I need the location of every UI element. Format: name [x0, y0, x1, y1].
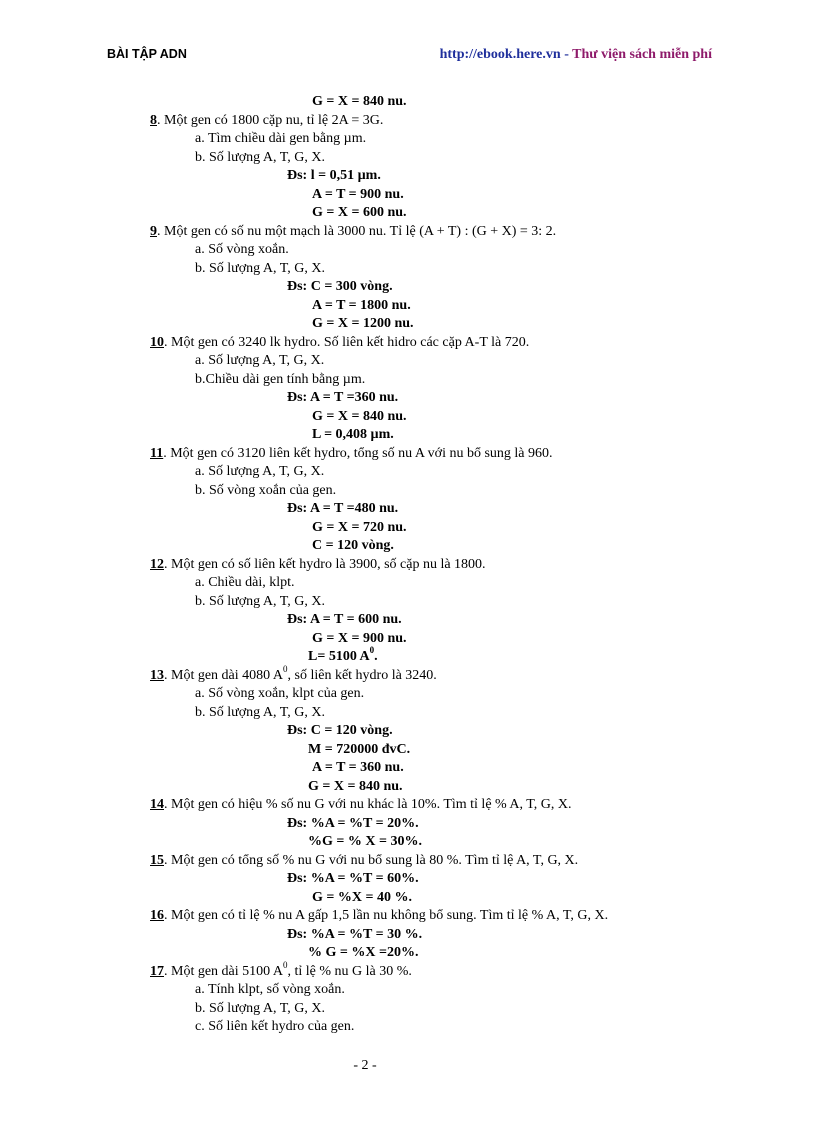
question-number: 9 [150, 223, 157, 239]
question-number: 17 [150, 963, 164, 979]
answer-line: %G = % X = 30%. [308, 834, 422, 849]
answer-line: Đs: C = 120 vòng. [287, 723, 393, 738]
answer-line: G = X = 840 nu. [308, 778, 403, 794]
header-url-link[interactable]: http://ebook.here.vn [439, 47, 561, 62]
answer-line: Đs: A = T = 600 nu. [287, 612, 402, 627]
question-text: . Một gen dài 4080 A [164, 667, 283, 683]
answer-line: Đs: l = 0,51 µm. [287, 168, 381, 183]
question-number: 8 [150, 112, 157, 128]
question-number: 10 [150, 334, 164, 350]
answer-line: Đs: %A = %T = 30 %. [287, 926, 423, 942]
question-text: . Một gen dài 5100 A [164, 963, 283, 979]
question-text: . Một gen có 1800 cặp nu, tỉ lệ 2A = 3G. [157, 112, 384, 128]
question-13-part-a: a. Số vòng xoắn, klpt của gen. [195, 686, 365, 701]
question-text: . Một gen có hiệu % số nu G với nu khác là 10%. Tìm tỉ lệ % A, T, G, X. [164, 797, 572, 812]
question-number: 13 [150, 667, 164, 683]
question-9-part-b: b. Số lượng A, T, G, X. [195, 260, 325, 276]
question-11-part-a: a. Số lượng A, T, G, X. [195, 464, 325, 479]
question-16 [150, 907, 608, 925]
question-9 [150, 223, 556, 241]
question-number: 16 [150, 908, 164, 923]
question-text: , tỉ lệ % nu G là 30 %. [287, 963, 412, 979]
answer-line: A = T = 360 nu. [312, 760, 404, 775]
answer-line: % G = %X =20%. [308, 945, 419, 960]
question-11-part-b: b. Số vòng xoắn của gen. [195, 482, 337, 498]
superscript: 0 [283, 959, 288, 970]
answer-line: Đs: %A = %T = 20%. [287, 815, 419, 831]
question-9-part-a: a. Số vòng xoắn. [195, 242, 289, 257]
question-13 [150, 663, 437, 685]
answer-line: L = 0,408 µm. [312, 427, 394, 442]
answer-line: G = X = 720 nu. [312, 519, 407, 535]
question-10 [150, 334, 529, 352]
question-10-part-a: a. Số lượng A, T, G, X. [195, 353, 325, 368]
question-text: . Một gen có 3240 lk hydro. Số liên kết hidro các cặp A-T là 720. [164, 334, 530, 350]
answer-line: Đs: A = T =360 nu. [287, 390, 399, 405]
question-15 [150, 852, 578, 870]
answer-line: A = T = 900 nu. [312, 186, 404, 202]
question-text: . Một gen có số nu một mạch là 3000 nu. Tỉ lệ (A + T) : (G + X) = 3: 2. [157, 223, 557, 239]
question-17-part-a: a. Tính klpt, số vòng xoắn. [195, 982, 345, 997]
question-17 [150, 959, 412, 981]
answer-line: G = %X = 40 %. [312, 889, 412, 905]
answer-line: M = 720000 đvC. [308, 741, 411, 757]
answer-text: . [374, 649, 378, 664]
question-number: 14 [150, 797, 164, 812]
answer-line [308, 645, 378, 666]
superscript: 0 [283, 663, 288, 674]
header-source [440, 47, 712, 63]
answer-line: G = X = 840 nu. [312, 94, 407, 109]
header-library-name: Thư viện sách miễn phí [572, 47, 712, 62]
answer-text: L= 5100 A [308, 649, 370, 664]
question-text: . Một gen có tỉ lệ % nu A gấp 1,5 lần nu không bổ sung. Tìm tỉ lệ % A, T, G, X. [164, 908, 609, 923]
superscript: 0 [369, 645, 375, 656]
question-14 [150, 796, 572, 814]
question-12-part-a: a. Chiều dài, klpt. [195, 575, 295, 590]
question-number: 15 [150, 852, 164, 868]
question-17-part-c: c. Số liên kết hydro của gen. [195, 1019, 355, 1034]
question-10-part-b: b.Chiều dài gen tính bằng µm. [195, 371, 366, 387]
answer-line: G = X = 900 nu. [312, 630, 407, 646]
answer-line: G = X = 600 nu. [312, 205, 407, 220]
question-12 [150, 556, 486, 574]
answer-line: Đs: A = T =480 nu. [287, 501, 399, 516]
question-17-part-b: b. Số lượng A, T, G, X. [195, 1000, 325, 1016]
question-8-part-b: b. Số lượng A, T, G, X. [195, 149, 325, 165]
header-separator: - [560, 47, 573, 62]
answer-line: G = X = 1200 nu. [312, 316, 414, 331]
question-text: . Một gen có số liên kết hydro là 3900, số cặp nu là 1800. [164, 556, 486, 572]
question-8 [150, 112, 383, 130]
answer-line: G = X = 840 nu. [312, 408, 407, 424]
question-11 [150, 445, 553, 463]
header-title: BÀI TẬP ADN [107, 47, 187, 61]
question-text: , số liên kết hydro là 3240. [287, 667, 437, 683]
question-number: 12 [150, 556, 164, 572]
question-number: 11 [150, 445, 164, 461]
page-header [107, 47, 712, 67]
question-13-part-b: b. Số lượng A, T, G, X. [195, 704, 325, 720]
answer-line: A = T = 1800 nu. [312, 297, 411, 313]
question-text: . Một gen có tổng số % nu G với nu bổ sung là 80 %. Tìm tỉ lệ A, T, G, X. [164, 852, 579, 868]
answer-line: Đs: %A = %T = 60%. [287, 871, 419, 886]
page-number: - 2 - [353, 1058, 377, 1073]
question-8-part-a: a. Tìm chiều dài gen bằng µm. [195, 131, 367, 146]
question-text: . Một gen có 3120 liên kết hydro, tổng số nu A với nu bổ sung là 960. [163, 445, 553, 461]
answer-line: C = 120 vòng. [312, 538, 394, 553]
answer-line: Đs: C = 300 vòng. [287, 279, 393, 294]
question-12-part-b: b. Số lượng A, T, G, X. [195, 593, 325, 609]
